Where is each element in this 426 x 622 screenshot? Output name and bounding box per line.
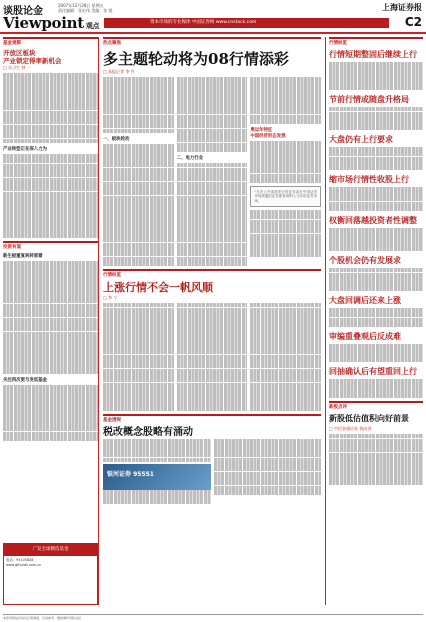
right-headline-3: 大盘仍有上行要求 bbox=[329, 134, 393, 145]
left-body-3 bbox=[3, 261, 98, 373]
left-section-label: 基金观察 bbox=[3, 37, 98, 46]
mid-section-label-3: 基金透视 bbox=[103, 414, 321, 423]
right-headline-10: 新股低估值积向好前景 bbox=[329, 412, 409, 423]
editor-line: 责任编辑：张宏伟 美编：张 媛 bbox=[58, 8, 113, 13]
broker-ad-text: 银河证券 95551 bbox=[107, 471, 154, 478]
right-section-label-2: 新股点评 bbox=[329, 401, 423, 410]
right-section-label: 行情纵览 bbox=[329, 37, 423, 46]
sidebar-box bbox=[250, 186, 321, 208]
page-number: C2 bbox=[404, 15, 422, 29]
right-headline-1: 行情短期整固后继续上行 bbox=[329, 49, 417, 59]
newspaper-logo: 上海证券报 bbox=[382, 2, 422, 12]
main-article-body bbox=[103, 77, 321, 266]
left-subhead-3: 新生板重复转转原着 bbox=[3, 254, 43, 260]
second-headline: 上涨行情不会一帆风顺 bbox=[103, 280, 213, 294]
issue-meta bbox=[58, 3, 248, 13]
right-headline-7: 大盘回调后还来上涨 bbox=[329, 295, 401, 306]
left-body-4 bbox=[3, 385, 98, 441]
page-header bbox=[0, 0, 426, 34]
main-headline: 多主题轮动将为08行情添彩 bbox=[103, 50, 289, 68]
section-title: Viewpoint 观点 bbox=[3, 14, 100, 32]
right-headline-2: 节前行情或随盘升格局 bbox=[329, 93, 409, 104]
left-section-label-2: 投资有道 bbox=[3, 241, 98, 250]
main-subhead-3: 奥运年特征 中国经济形态发展 bbox=[250, 127, 286, 139]
second-article-body bbox=[103, 303, 321, 411]
middle-column bbox=[103, 37, 321, 605]
issue-date: 2007年12月28日 星期五 bbox=[58, 3, 104, 8]
fund-advertisement[interactable] bbox=[3, 543, 98, 605]
page-footer: 本报所载信息来自正规渠道，仅供参考，据此操作风险自担 bbox=[3, 614, 423, 620]
ad-contact: 电话：95105828 www.gffunds.com.cn bbox=[6, 558, 42, 567]
left-body-2 bbox=[3, 154, 98, 238]
third-headline: 税改概念股略有涌动 bbox=[103, 426, 193, 438]
second-byline: □ 李 宁 bbox=[103, 294, 118, 300]
left-subhead-2: 产业转型正在深入力为 bbox=[3, 147, 47, 153]
main-byline: □ 本报记者 李 丹 bbox=[103, 69, 135, 74]
left-column bbox=[3, 37, 99, 605]
left-headline-1: 开放区板块 产业锁定得率新机会 bbox=[3, 49, 62, 65]
right-headline-5: 权衡回落越投资者性调整 bbox=[329, 214, 417, 225]
right-column bbox=[325, 37, 423, 605]
right-headline-8: 审编重叠观后反成难 bbox=[329, 330, 401, 341]
masthead-title: 谈股论金 bbox=[3, 6, 43, 17]
left-byline: □ 实习生 钟 一 bbox=[3, 65, 31, 70]
mid-section-label-2: 行情纵览 bbox=[103, 269, 321, 278]
left-subhead-4: 关注再次更与发低基金 bbox=[3, 377, 47, 383]
right-headline-4: 缩市场行情性收股上行 bbox=[329, 174, 409, 185]
sidebar-box-text: “凡在公开渠道发行的证券或在中国证券市场流通的证券都将被纳入当年的证券市场。 bbox=[254, 189, 318, 203]
right-headline-6: 个股机会仍有发展求 bbox=[329, 254, 401, 265]
banner: 资本市场的专业媒体 中国证券网 www.cnstock.com bbox=[104, 18, 389, 28]
broker-ad-image[interactable] bbox=[103, 464, 211, 490]
third-article-body bbox=[103, 439, 321, 504]
main-subhead-1: 一、板块轮动 bbox=[103, 137, 130, 143]
ad-title: 广发全球精选基金 bbox=[4, 544, 97, 556]
main-subhead-2: 二、电力行业 bbox=[176, 155, 204, 161]
left-body-1 bbox=[3, 73, 98, 143]
right-headline-9: 回抽确认后有望重回上行 bbox=[329, 366, 417, 377]
mid-section-label-1: 热点聚焦 bbox=[103, 37, 321, 46]
right-byline-10: □ 中信金通证券 钱向劲 bbox=[329, 425, 372, 431]
